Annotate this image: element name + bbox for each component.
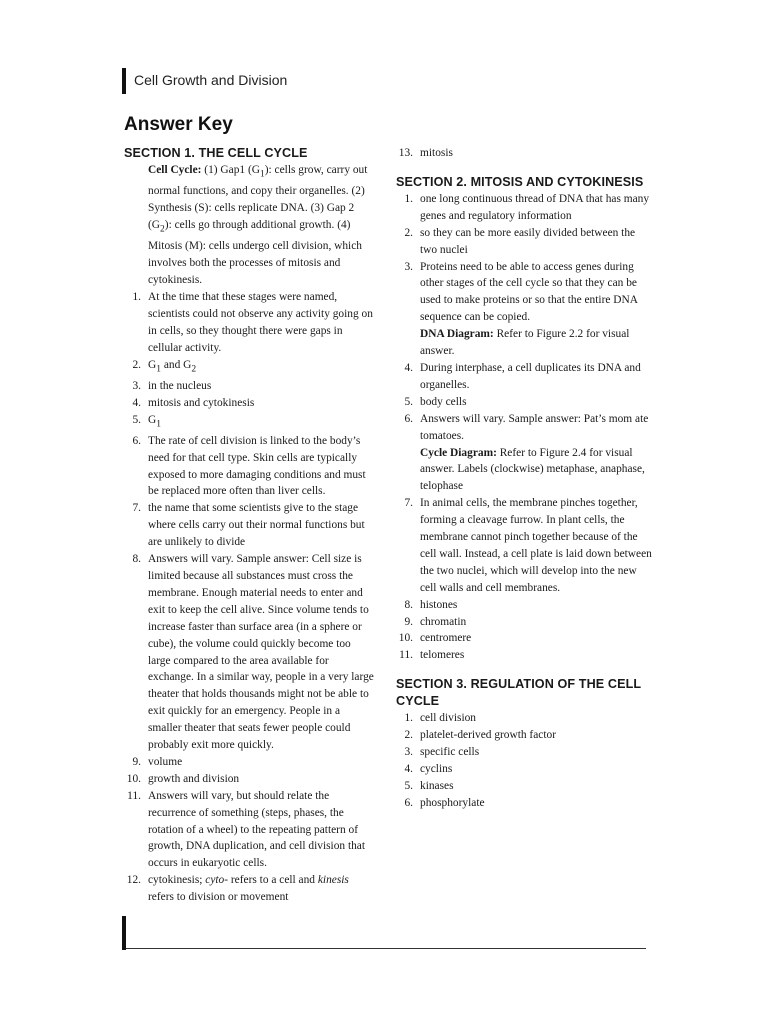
answer-text: one long continuous thread of DNA that has many genes and regulatory information [420, 192, 650, 222]
answer-item [396, 259, 652, 360]
header-title: Cell Growth and Division [134, 72, 288, 88]
answer-text: the name that some scientists give to the stage where cells carry out their normal functions but are unlikely to divide [148, 502, 365, 549]
answer-item [124, 500, 374, 551]
answer-text: kinases [420, 779, 454, 792]
answer-item [396, 761, 652, 778]
answer-item [124, 412, 374, 433]
answer-text: chromatin [420, 615, 467, 628]
answer-item [124, 771, 374, 788]
diagram-note-label: DNA Diagram: [420, 328, 494, 341]
answer-number: 7. [404, 497, 413, 510]
answer-number: 2. [132, 358, 141, 371]
diagram-note-text: Refer to Figure 2.2 for visual answer. [420, 328, 630, 358]
answer-number: 12. [126, 874, 141, 887]
answer-number: 13. [398, 147, 413, 159]
answer-text: specific cells [420, 746, 480, 759]
left-column [124, 145, 374, 906]
answer-number: 6. [404, 412, 413, 425]
section-1-heading: SECTION 1. THE CELL CYCLE [124, 146, 308, 160]
answer-number: 3. [132, 379, 141, 392]
answer-number: 9. [132, 755, 141, 768]
answer-text: mitosis [420, 147, 453, 159]
answer-text: $G_1$ and $G_2$ [148, 358, 197, 374]
answer-number: 9. [404, 615, 413, 628]
answer-item [124, 788, 374, 873]
answer-item [124, 872, 374, 906]
answer-text: cell division [420, 712, 476, 725]
answer-number: 1. [404, 712, 413, 725]
answer-number: 5. [404, 779, 413, 792]
section-2-body [396, 191, 652, 664]
answer-text: in the nucleus [148, 379, 212, 392]
section-2-heading: SECTION 2. MITOSIS AND CYTOKINESIS [396, 174, 644, 189]
answer-text: The rate of cell division is linked to the body’s need for that cell type. Skin cells are typically exposed to more damaging conditions and must be replaced more often than liver cells. [148, 434, 366, 498]
answer-number: 10. [398, 632, 413, 645]
answer-number: 11. [399, 649, 413, 662]
cell-cycle-label: Cell Cycle: [148, 164, 202, 176]
answer-item [396, 191, 652, 225]
section-1-body [124, 162, 374, 906]
section-1-list-continued [396, 145, 652, 162]
answer-number: 5. [132, 413, 141, 426]
answer-number: 3. [404, 746, 413, 759]
answer-text: Answers will vary. Sample answer: Pat’s mom ate tomatoes. [420, 412, 649, 442]
answer-text: During interphase, a cell duplicates its DNA and organelles. [420, 361, 641, 391]
answer-text: At the time that these stages were named, scientists could not observe any activity going on in cells, so they thought there were gaps in cellular activity. [148, 290, 373, 354]
footer-bar [122, 916, 126, 950]
answer-number: 7. [132, 502, 141, 515]
answer-number: 2. [404, 729, 413, 742]
answer-item [124, 395, 374, 412]
section-1-list [124, 289, 374, 906]
answer-item [396, 145, 652, 162]
section-3-list [396, 710, 652, 811]
answer-number: 1. [132, 290, 141, 303]
answer-item [396, 597, 652, 614]
cell-cycle-text: (1) Gap1 $(G_1)$: cells grow, carry out normal functions, and copy their organelles. (2) Synthesis (S): cells replicate DNA. (3) Gap 2 $(G_2)$: cells go through additional growth. (4) Mitosis (M): cells undergo cell division, which involves both the processes of mitosis and cytokinesis. [148, 164, 368, 286]
answer-text: so they can be more easily divided between the two nuclei [420, 226, 636, 256]
answer-item [124, 378, 374, 395]
answer-text: phosphorylate [420, 796, 485, 809]
answer-number: 5. [404, 395, 413, 408]
answer-item [396, 778, 652, 795]
answer-item [124, 289, 374, 357]
right-column [396, 145, 652, 812]
answer-text: Answers will vary, but should relate the recurrence of something (steps, phases, the rotation of a wheel) to the repeating pattern of growth, DNA duplication, and cell division that occurs in eukaryotic cells. [148, 789, 366, 870]
answer-text: mitosis and cytokinesis [148, 396, 255, 409]
answer-text: body cells [420, 395, 467, 408]
section-3-body [396, 710, 652, 811]
answer-item [396, 495, 652, 596]
answer-item [124, 433, 374, 501]
answer-item [124, 551, 374, 754]
page-title: Answer Key [124, 114, 233, 135]
section-3-heading: SECTION 3. REGULATION OF THE CELL CYCLE [396, 677, 641, 709]
answer-item [396, 727, 652, 744]
answer-number: 6. [404, 796, 413, 809]
answer-item [396, 225, 652, 259]
answer-text: platelet-derived growth factor [420, 729, 556, 742]
header-bar [122, 68, 126, 94]
answer-item [396, 744, 652, 761]
answer-number: 6. [132, 434, 141, 447]
answer-item [124, 357, 374, 378]
answer-item [396, 614, 652, 631]
answer-text: Proteins need to be able to access genes during other stages of the cell cycle so that they can be used to make proteins or so that the entire DNA sequence can be copied. [420, 260, 638, 324]
answer-number: 11. [127, 789, 141, 802]
diagram-note-label: Cycle Diagram: [420, 446, 497, 459]
diagram-note [420, 445, 652, 496]
answer-item [396, 411, 652, 496]
answer-item [396, 360, 652, 394]
answer-number: 3. [404, 260, 413, 273]
footer-rule [126, 948, 646, 949]
answer-text: centromere [420, 632, 472, 645]
section-2-list [396, 191, 652, 664]
answer-number: 4. [404, 763, 413, 775]
answer-number: 4. [132, 396, 141, 409]
answer-item [396, 647, 652, 664]
answer-text: $G_1$ [148, 413, 161, 429]
answer-item [396, 394, 652, 411]
answer-text: cyclins [420, 763, 453, 775]
answer-item [396, 710, 652, 727]
answer-number: 4. [404, 361, 413, 374]
answer-text: cytokinesis; cyto- refers to a cell and kinesis refers to division or movement [148, 874, 349, 904]
answer-number: 10. [126, 772, 141, 785]
answer-number: 2. [404, 226, 413, 239]
answer-text: volume [148, 755, 183, 768]
answer-number: 8. [132, 553, 141, 566]
answer-text: telomeres [420, 649, 465, 662]
answer-item [396, 630, 652, 647]
answer-item [124, 754, 374, 771]
answer-item [396, 795, 652, 812]
section-1-continued [396, 145, 652, 162]
answer-number: 8. [404, 598, 413, 611]
cell-cycle-intro [124, 162, 374, 289]
answer-text: histones [420, 598, 458, 611]
diagram-note [420, 326, 652, 360]
answer-text: growth and division [148, 772, 240, 785]
answer-text: In animal cells, the membrane pinches together, forming a cleavage furrow. In plant cells, the membrane cannot pinch together because of the cell wall. Instead, a cell plate is laid down between the two nuclei, which will develop into the new cell walls and cell membranes. [420, 497, 652, 594]
answer-number: 1. [404, 192, 413, 205]
answer-text: Answers will vary. Sample answer: Cell size is limited because all substances must cross the membrane. Enough material needs to enter and exit to keep the cell alive. Since volume tends to increase faster than surface area (in a sphere or cube), the volume could quickly become too large compared to the area available for exchange. In a similar way, people in a very large theater that holds thousands might not be able to exit quickly for an emergency. People in a smaller theater that seats fewer people could probably exit more quickly. [148, 553, 374, 752]
diagram-note-text: Refer to Figure 2.4 for visual answer. Labels (clockwise) metaphase, anaphase, telophase [420, 446, 645, 493]
